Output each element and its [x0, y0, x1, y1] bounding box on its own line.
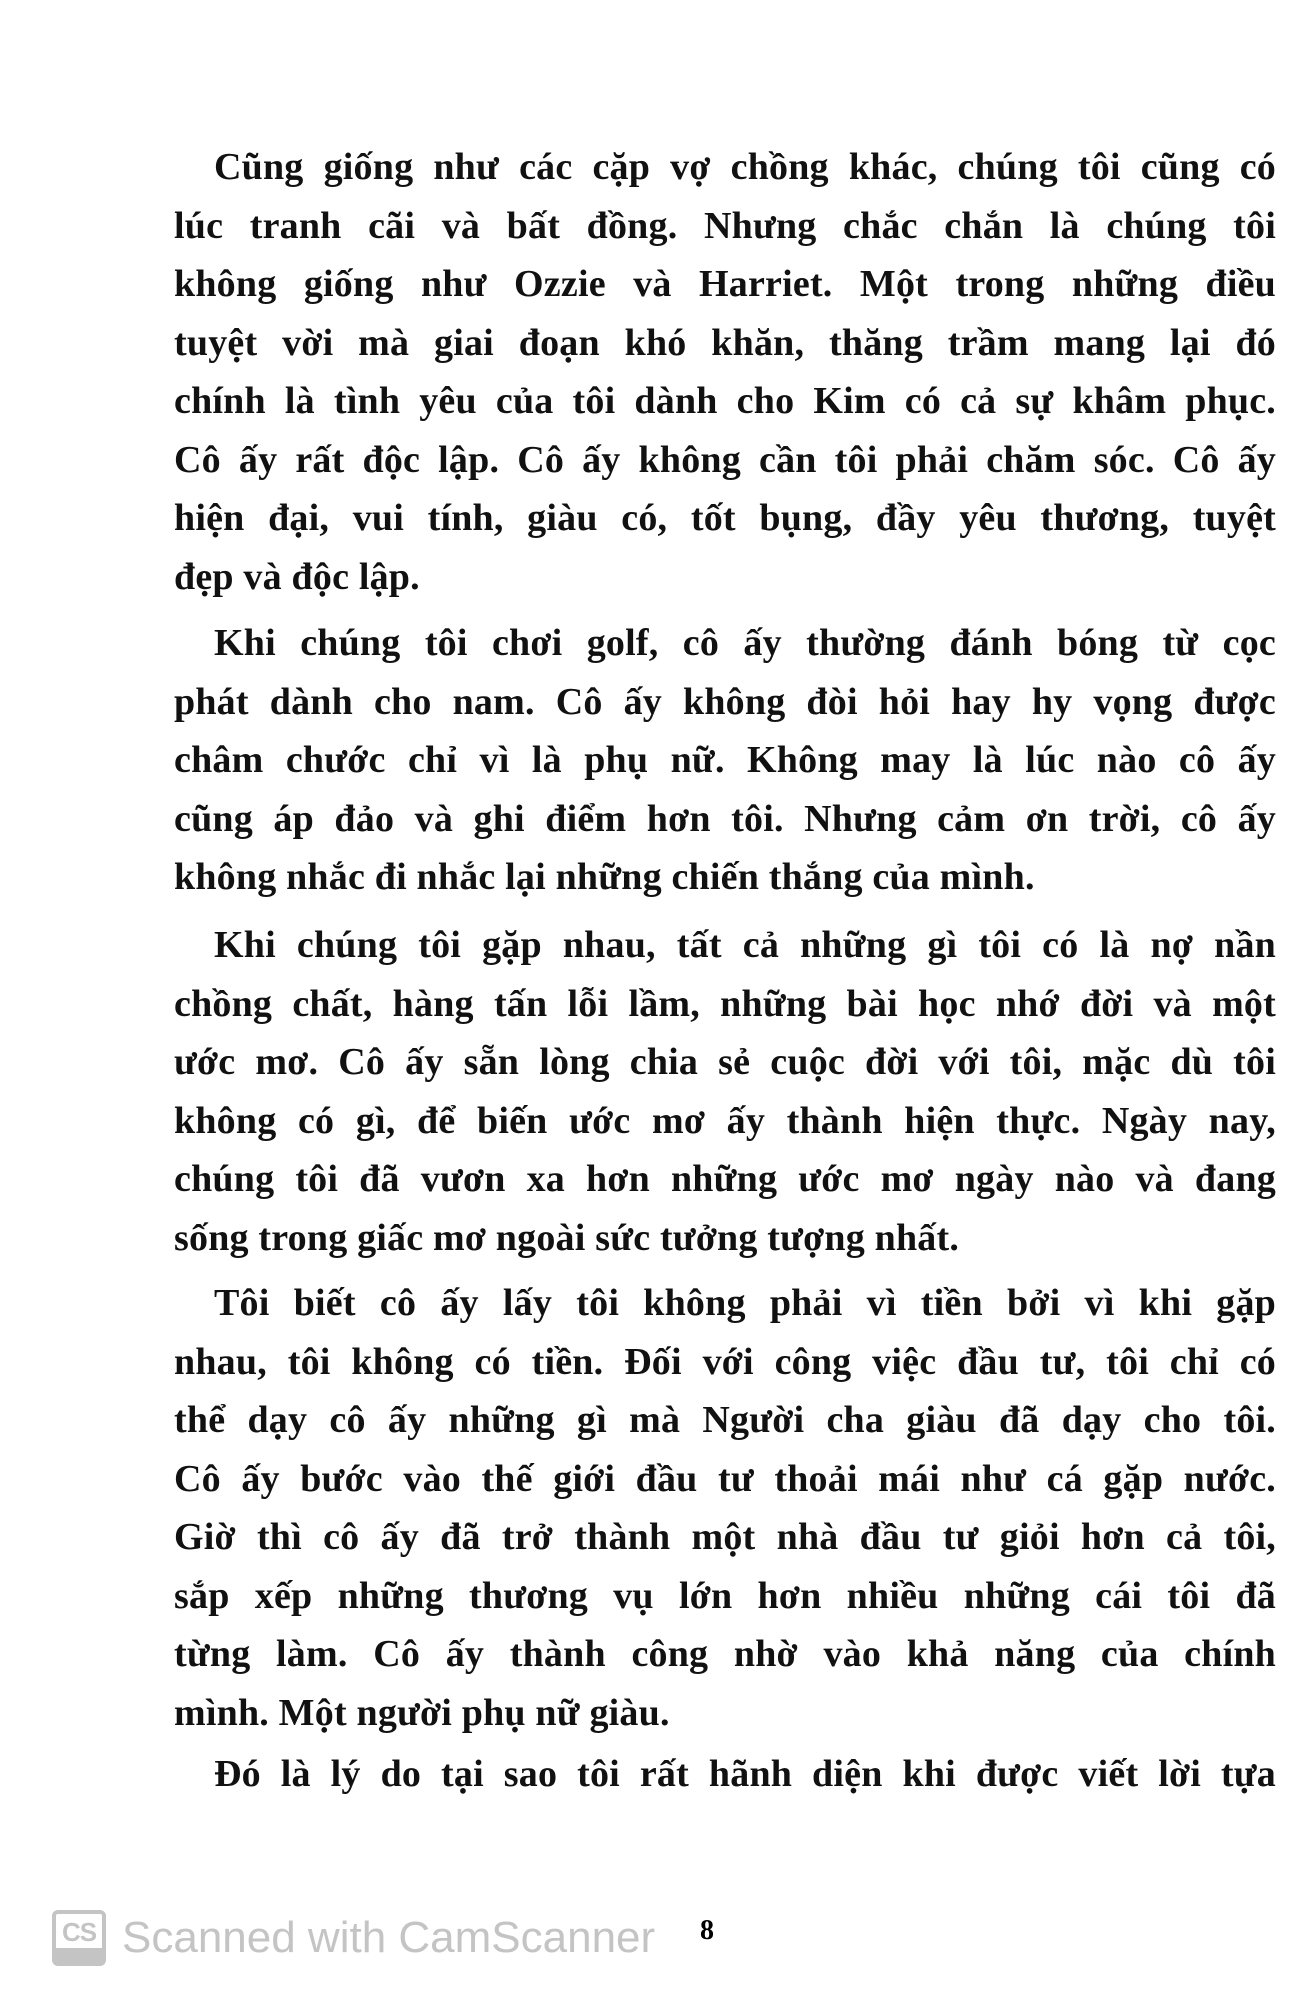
- camscanner-watermark: [52, 1910, 655, 1966]
- logo-text: CS: [61, 1917, 97, 1947]
- text-line: chính là tình yêu của tôi dành cho Kim có cả sự khâm phục.: [174, 380, 1276, 422]
- text-line: mình. Một người phụ nữ giàu.: [174, 1691, 670, 1734]
- paragraph-5: [174, 1745, 1276, 1804]
- text-line: Cô ấy rất độc lập. Cô ấy không cần tôi phải chăm sóc. Cô ấy: [174, 438, 1276, 481]
- text-line: không giống như Ozzie và Harriet. Một trong những điều: [174, 263, 1276, 305]
- page-number: 8: [700, 1915, 714, 1946]
- text-line: sắp xếp những thương vụ lớn hơn nhiều những cái tôi đã: [174, 1574, 1276, 1617]
- text-line: Cũng giống như các cặp vợ chồng khác, chúng tôi cũng có: [214, 146, 1276, 188]
- text-line: đẹp và độc lập.: [174, 555, 420, 598]
- text-line: Giờ thì cô ấy đã trở thành một nhà đầu tư giỏi hơn cả tôi,: [174, 1516, 1276, 1558]
- paragraph-2: [174, 614, 1276, 907]
- text-line: không nhắc đi nhắc lại những chiến thắng của mình.: [174, 856, 1035, 898]
- text-line: lúc tranh cãi và bất đồng. Nhưng chắc chắn là chúng tôi: [174, 204, 1276, 247]
- text-line: Khi chúng tôi gặp nhau, tất cả những gì tôi có là nợ nần: [214, 924, 1276, 966]
- text-line: nhau, tôi không có tiền. Đối với công việc đầu tư, tôi chỉ có: [174, 1340, 1276, 1383]
- watermark-text: Scanned with CamScanner: [122, 1913, 656, 1962]
- text-line: Tôi biết cô ấy lấy tôi không phải vì tiền bởi vì khi gặp: [214, 1282, 1276, 1324]
- text-line: không có gì, để biến ước mơ ấy thành hiện thực. Ngày nay,: [174, 1099, 1276, 1142]
- text-line: chúng tôi đã vươn xa hơn những ước mơ ngày nào và đang: [174, 1158, 1276, 1200]
- text-line: Cô ấy bước vào thế giới đầu tư thoải mái như cá gặp nước.: [174, 1457, 1276, 1500]
- camscanner-logo-icon: [52, 1910, 106, 1966]
- text-line: ước mơ. Cô ấy sẵn lòng chia sẻ cuộc đời với tôi, mặc dù tôi: [174, 1041, 1276, 1083]
- text-line: thể dạy cô ấy những gì mà Người cha giàu đã dạy cho tôi.: [174, 1399, 1276, 1441]
- text-line: Khi chúng tôi chơi golf, cô ấy thường đánh bóng từ cọc: [214, 622, 1276, 664]
- paragraph-4: [174, 1274, 1276, 1742]
- text-line: châm chước chỉ vì là phụ nữ. Không may là lúc nào cô ấy: [174, 739, 1276, 781]
- text-line: tuyệt vời mà giai đoạn khó khăn, thăng trầm mang lại đó: [174, 321, 1276, 364]
- text-line: sống trong giấc mơ ngoài sức tưởng tượng nhất.: [174, 1216, 960, 1259]
- text-line: cũng áp đảo và ghi điểm hơn tôi. Nhưng cảm ơn trời, cô ấy: [174, 797, 1276, 840]
- paragraph-3: [174, 916, 1276, 1267]
- text-line: chồng chất, hàng tấn lỗi lầm, những bài học nhớ đời và một: [174, 982, 1276, 1025]
- text-line: từng làm. Cô ấy thành công nhờ vào khả năng của chính: [174, 1633, 1276, 1675]
- text-line: phát dành cho nam. Cô ấy không đòi hỏi hay hy vọng được: [174, 680, 1276, 723]
- text-line: Đó là lý do tại sao tôi rất hãnh diện khi được viết lời tựa: [214, 1753, 1276, 1795]
- paragraph-1: [174, 138, 1276, 606]
- text-line: hiện đại, vui tính, giàu có, tốt bụng, đầy yêu thương, tuyệt: [174, 497, 1276, 539]
